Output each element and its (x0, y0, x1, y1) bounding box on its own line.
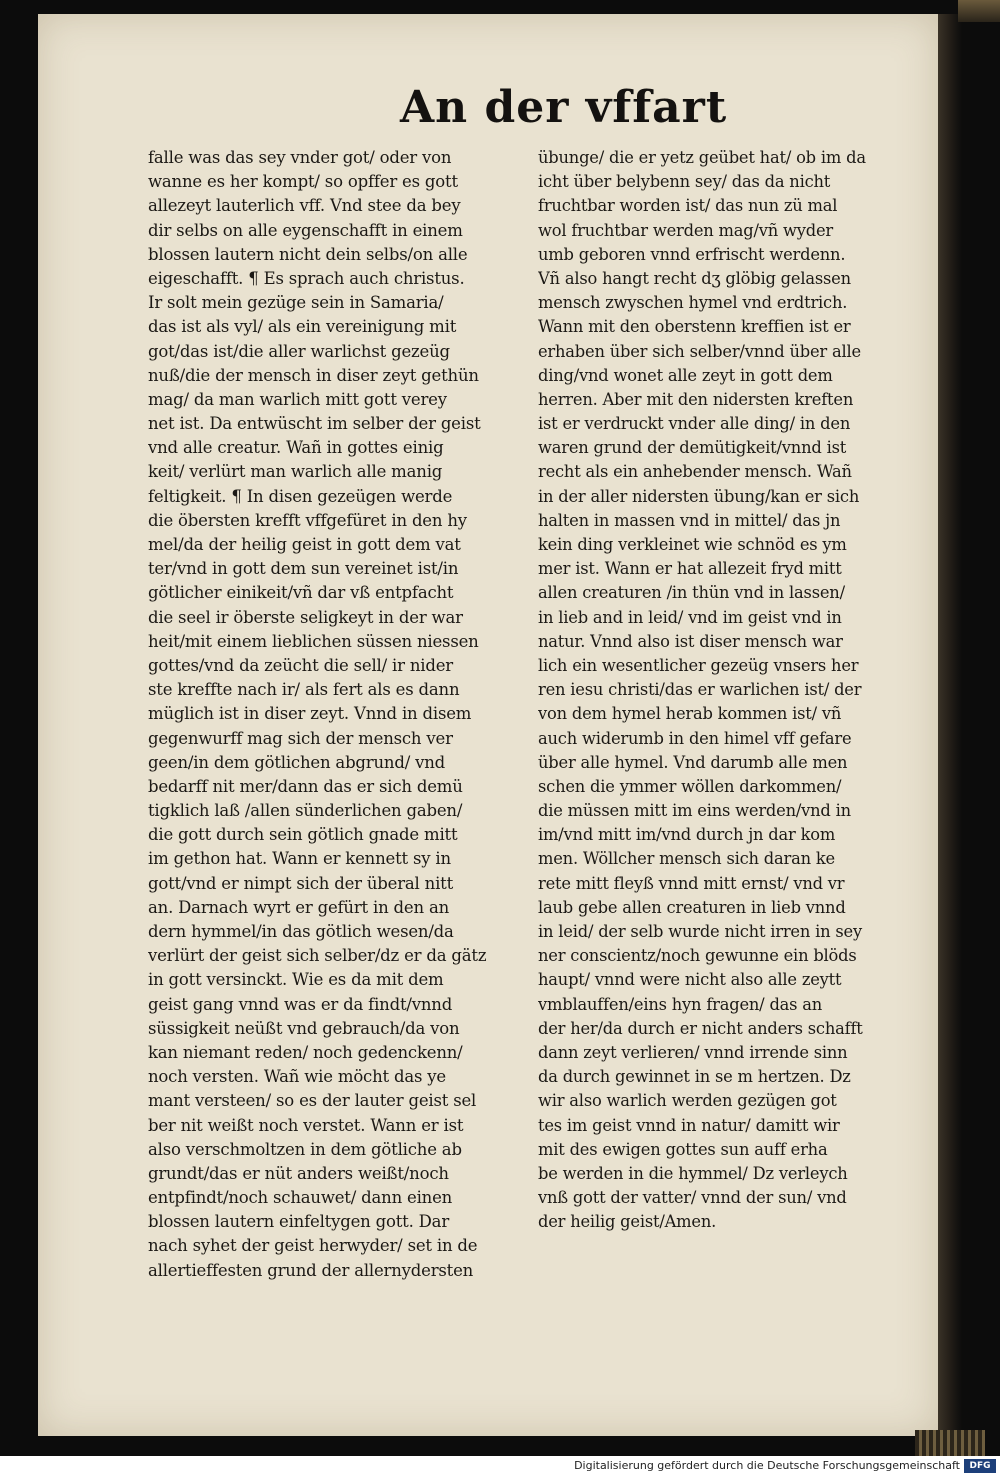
text-line: ner conscientz/noch gewunne ein blöds (538, 946, 857, 966)
text-line: wir also warlich werden gezügen got (538, 1091, 837, 1111)
text-line: müglich ist in diser zeyt. Vnnd in disem (148, 704, 472, 724)
text-line: im/vnd mitt im/vnd durch jn dar kom (538, 825, 836, 845)
text-line: der her/da durch er nicht anders schafft (538, 1018, 863, 1038)
text-line: recht als ein anhebender mensch. Wañ (538, 462, 852, 482)
text-line: feltigkeit. ¶ In disen gezeügen werde (148, 486, 453, 506)
text-line: vnß gott der vatter/ vnnd der sun/ vnd (538, 1188, 847, 1208)
text-line: das ist als vyl/ als ein vereinigung mit (148, 317, 457, 337)
text-line: mel/da der heilig geist in gott dem vat (148, 535, 461, 554)
text-line: blossen lautern nicht dein selbs/on alle (148, 244, 468, 264)
text-line: gottes/vnd da zeücht die sell/ ir nider (148, 655, 453, 675)
corner-tab (958, 0, 1000, 22)
text-line: ste kreffte nach ir/ als fert als es dann (148, 680, 460, 700)
text-line: kein ding verkleinet wie schnöd es ym (538, 535, 847, 554)
text-line: also verschmoltzen in dem götliche ab (148, 1139, 462, 1159)
text-line: in leid/ der selb wurde nicht irren in sey (538, 922, 862, 941)
text-line: schen die ymmer wöllen darkommen/ (538, 776, 842, 796)
text-line: erhaben über sich selber/vnnd über alle (538, 341, 861, 361)
text-line: heit/mit einem lieblichen süssen niessen (148, 631, 479, 651)
text-line: herren. Aber mit den nidersten kreften (538, 389, 854, 409)
text-line: halten in massen vnd in mittel/ das jn (538, 510, 841, 530)
text-line: wanne es her kompt/ so opffer es gott (148, 172, 458, 192)
text-line: keit/ verlürt man warlich alle manig (148, 462, 443, 482)
right-text-column (538, 146, 903, 1234)
text-line: an. Darnach wyrt er gefürt in den an (148, 897, 450, 917)
text-line: geist gang vnnd was er da findt/vnnd (148, 994, 453, 1014)
text-line: die müssen mitt im eins werden/vnd in (538, 801, 851, 821)
text-line: allen creaturen /in thün vnd in lassen/ (538, 583, 845, 603)
text-line: über alle hymel. Vnd darumb alle men (538, 752, 848, 772)
text-line: tes im geist vnnd in natur/ damitt wir (538, 1115, 840, 1135)
text-line: allezeyt lauterlich vff. Vnd stee da bey (148, 196, 461, 216)
text-line: laub gebe allen creaturen in lieb vnnd (538, 897, 846, 917)
text-line: in der aller nidersten übung/kan er sich (538, 486, 860, 506)
text-line: haupt/ vnnd were nicht also alle zeytt (538, 970, 842, 990)
text-line: be werden in die hymmel/ Dz verleych (538, 1163, 848, 1183)
text-line: Ir solt mein gezüge sein in Samaria/ (148, 293, 444, 313)
text-line: in gott versinckt. Wie es da mit dem (148, 970, 444, 990)
text-line: bedarff nit mer/dann das er sich demü (148, 776, 463, 796)
text-line: dann zeyt verlieren/ vnnd irrende sinn (538, 1042, 848, 1062)
text-line: wol fruchtbar werden mag/vñ wyder (538, 220, 834, 240)
text-line: got/das ist/die aller warlichst gezeüg (148, 341, 450, 361)
text-line: mit des ewigen gottes sun auff erha (538, 1139, 828, 1159)
text-line: ter/vnd in gott dem sun vereinet ist/in (148, 559, 459, 579)
text-line: der heilig geist/Amen. (538, 1212, 717, 1232)
text-line: süssigkeit neüßt vnd gebrauch/da von (148, 1018, 460, 1038)
text-line: nuß/die der mensch in diser zeyt gethün (148, 365, 479, 385)
text-line: die seel ir öberste seligkeyt in der war (148, 607, 463, 627)
text-line: vmblauffen/eins hyn fragen/ das an (538, 994, 823, 1014)
footer-credit: Digitalisierung gefördert durch die Deutsche Forschungsgemeinschaft (574, 1459, 960, 1472)
text-line: übunge/ die er yetz geübet hat/ ob im da (538, 148, 866, 167)
text-line: Vñ also hangt recht dʒ glöbig gelassen (538, 268, 851, 288)
text-line: dir selbs on alle eygenschafft in einem (148, 220, 463, 240)
bottom-binding-strip (915, 1430, 985, 1456)
text-line: eigeschafft. ¶ Es sprach auch christus. (148, 268, 465, 288)
text-line: nach syhet der geist herwyder/ set in de (148, 1236, 478, 1256)
text-line: da durch gewinnet in se m hertzen. Dz (538, 1067, 851, 1087)
text-line: falle was das sey vnder got/ oder von (148, 148, 452, 167)
text-line: in lieb and in leid/ vnd im geist vnd in (538, 607, 842, 627)
text-line: verlürt der geist sich selber/dz er da gätz (148, 946, 487, 966)
text-line: men. Wöllcher mensch sich daran ke (538, 849, 835, 869)
text-line: ber nit weißt noch verstet. Wann er ist (148, 1115, 464, 1135)
text-line: mer ist. Wann er hat allezeit fryd mitt (538, 559, 842, 579)
text-line: icht über belybenn sey/ das da nicht (538, 172, 831, 192)
text-line: im gethon hat. Wann er kennett sy in (148, 849, 451, 869)
text-line: dern hymmel/in das götlich wesen/da (148, 922, 454, 941)
text-line: waren grund der demütigkeit/vnnd ist (538, 438, 847, 458)
text-line: blossen lautern einfeltygen gott. Dar (148, 1212, 450, 1232)
text-line: ding/vnd wonet alle zeyt in gott dem (538, 365, 833, 385)
running-head: An der vffart (400, 82, 728, 133)
text-line: noch versten. Wañ wie möcht das ye (148, 1067, 446, 1087)
text-line: rete mitt fleyß vnnd mitt ernst/ vnd vr (538, 873, 845, 893)
text-line: net ist. Da entwüscht im selber der geist (148, 414, 481, 434)
text-line: gegenwurff mag sich der mensch ver (148, 728, 453, 748)
text-line: götlicher einikeit/vñ dar vß entpfacht (148, 583, 454, 603)
text-line: fruchtbar worden ist/ das nun zü mal (538, 196, 838, 216)
text-line: ist er verdruckt vnder alle ding/ in den (538, 414, 851, 434)
text-line: die gott durch sein götlich gnade mitt (148, 825, 458, 845)
text-line: entpfindt/noch schauwet/ dann einen (148, 1188, 453, 1208)
text-line: auch widerumb in den himel vff gefare (538, 728, 852, 748)
text-line: mensch zwyschen hymel vnd erdtrich. (538, 293, 848, 313)
text-line: allertieffesten grund der allernydersten (148, 1260, 474, 1280)
text-line: von dem hymel herab kommen ist/ vñ (538, 704, 842, 724)
footer-bar (0, 1456, 1000, 1476)
text-line: grundt/das er nüt anders weißt/noch (148, 1163, 449, 1183)
text-line: ren iesu christi/das er warlichen ist/ der (538, 680, 862, 700)
text-line: mag/ da man warlich mitt gott verey (148, 389, 447, 409)
text-line: umb geboren vnnd erfrischt werdenn. (538, 244, 846, 264)
text-line: lich ein wesentlicher gezeüg vnsers her (538, 655, 859, 675)
dfg-logo: DFG (964, 1459, 996, 1473)
text-line: Wann mit den oberstenn kreffien ist er (538, 317, 851, 337)
text-line: mant versteen/ so es der lauter geist sel (148, 1091, 477, 1111)
text-line: gott/vnd er nimpt sich der überal nitt (148, 873, 454, 893)
text-line: geen/in dem götlichen abgrund/ vnd (148, 752, 446, 772)
text-line: die öbersten krefft vffgefüret in den hy (148, 510, 467, 530)
left-text-column (148, 146, 520, 1283)
text-line: vnd alle creatur. Wañ in gottes einig (148, 438, 444, 458)
text-line: kan niemant reden/ noch gedenckenn/ (148, 1042, 463, 1062)
page-edge (938, 14, 962, 1436)
text-line: tigklich laß /allen sünderlichen gaben/ (148, 801, 463, 821)
text-line: natur. Vnnd also ist diser mensch war (538, 631, 843, 651)
